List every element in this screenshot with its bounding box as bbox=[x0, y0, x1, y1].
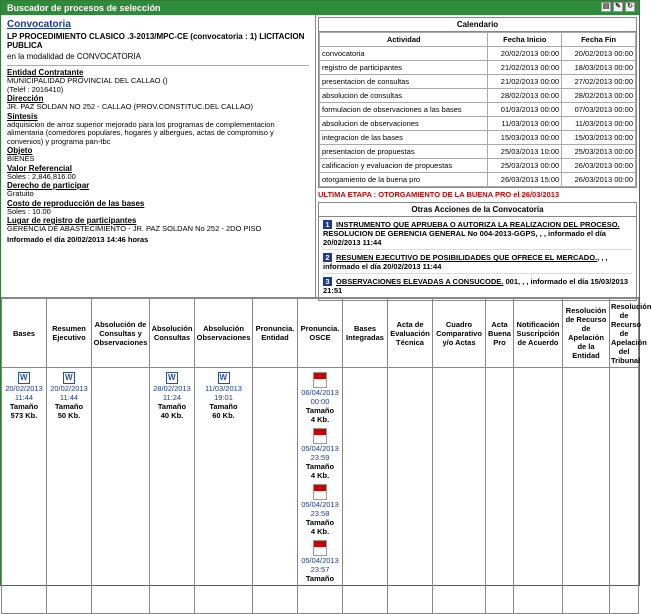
convocatoria-panel bbox=[1, 15, 316, 297]
col-acta-buena-pro: Acta Buena Pro bbox=[486, 299, 514, 368]
doc-size: 40 Kb. bbox=[160, 411, 184, 420]
doc-size: 4 Kb. bbox=[310, 527, 330, 536]
calendario-panel bbox=[318, 17, 637, 188]
lugar-label: Lugar de registro de participantes bbox=[7, 216, 137, 225]
tamano-label: Tamaño bbox=[157, 402, 187, 411]
doc-date-link[interactable]: 20/02/2013 11:44 bbox=[5, 384, 43, 402]
col-bases-integradas: Bases Integradas bbox=[343, 299, 388, 368]
bases-cell bbox=[2, 368, 47, 614]
col-abs-cons-obs: Absolución de Consultas y Observaciones bbox=[92, 299, 150, 368]
doc-date-link[interactable]: 28/02/2013 11:24 bbox=[153, 384, 191, 402]
col-actividad: Actividad bbox=[320, 33, 488, 47]
export-icon[interactable]: ▤ bbox=[602, 3, 610, 10]
calendario-table bbox=[319, 32, 636, 187]
res-tribunal-cell bbox=[610, 368, 639, 614]
otras-acciones-panel bbox=[318, 202, 637, 301]
table-row bbox=[320, 117, 636, 131]
col-pron-entidad: Pronuncia. Entidad bbox=[253, 299, 298, 368]
col-pron-osce: Pronuncia. OSCE bbox=[298, 299, 343, 368]
fecha-fin-cell: 15/03/2013 00:00 bbox=[562, 131, 636, 145]
accion-link[interactable]: RESUMEN EJECUTIVO DE POSIBILIDADES QUE OFRECE EL MERCADO. bbox=[336, 253, 598, 262]
pdf-icon[interactable] bbox=[313, 428, 327, 444]
abs-cons-obs-cell bbox=[92, 368, 150, 614]
ultima-etapa-text: ULTIMA ETAPA : OTORGAMIENTO DE LA BUENA PRO el 26/03/2013 bbox=[318, 190, 560, 199]
doc-size: 4 Kb. bbox=[310, 471, 330, 480]
divider bbox=[7, 65, 309, 66]
otras-acciones-title: Otras Acciones de la Convocatoria bbox=[319, 203, 636, 217]
resumen-cell bbox=[47, 368, 92, 614]
actividad-cell: calificacion y evaluacion de propuestas bbox=[320, 159, 488, 173]
table-row bbox=[320, 61, 636, 75]
pdf-icon[interactable] bbox=[313, 484, 327, 500]
col-res-tribunal: Resolución de Recurso de Apelación del Tribunal bbox=[610, 299, 639, 368]
col-res-entidad: Resolución de Recurso de Apelación de la Entidad bbox=[563, 299, 610, 368]
edit-icon[interactable]: ✎ bbox=[613, 2, 623, 12]
entidad-label: Entidad Contratante bbox=[7, 68, 84, 77]
fecha-fin-cell: 20/02/2013 00:00 bbox=[562, 47, 636, 61]
word-doc-icon[interactable] bbox=[63, 372, 75, 384]
fecha-inicio-cell: 20/02/2013 00:00 bbox=[488, 47, 562, 61]
pdf-icon[interactable] bbox=[313, 372, 327, 388]
convocatoria-title[interactable]: Convocatoria bbox=[7, 19, 71, 30]
derecho-value: Gratuito bbox=[7, 189, 34, 198]
item-number: 2 bbox=[323, 253, 332, 262]
valor-label: Valor Referencial bbox=[7, 163, 72, 173]
process-name: LP PROCEDIMIENTO CLASICO .3-2013/MPC-CE (convocatoria : 1) LICITACION PUBLICA bbox=[7, 32, 305, 50]
doc-size: 573 Kb. bbox=[10, 411, 38, 420]
lugar-value: GERENCIA DE ABASTECIMIENTO - JR. PAZ SOLDAN No 252 - 2DO PISO bbox=[7, 224, 262, 233]
window-title: Buscador de procesos de selección bbox=[7, 3, 161, 13]
accion-detail: , , , informado el día 20/02/2013 11:44 bbox=[323, 253, 608, 271]
tamano-label: Tamaño bbox=[54, 402, 84, 411]
fecha-fin-cell: 28/02/2013 00:00 bbox=[562, 89, 636, 103]
doc-date-link[interactable]: 05/04/2013 23:59 bbox=[301, 444, 339, 462]
actividad-cell: absolucion de observaciones bbox=[320, 117, 488, 131]
table-row bbox=[320, 173, 636, 187]
fecha-inicio-cell: 21/02/2013 00:00 bbox=[488, 61, 562, 75]
fecha-inicio-cell: 11/03/2013 00:00 bbox=[488, 117, 562, 131]
fecha-inicio-cell: 28/02/2013 00:00 bbox=[488, 89, 562, 103]
word-doc-icon[interactable] bbox=[18, 372, 30, 384]
fecha-fin-cell: 18/03/2013 00:00 bbox=[562, 61, 636, 75]
doc-date-link[interactable]: 11/03/2013 19:01 bbox=[205, 384, 242, 402]
direccion-value: JR. PAZ SOLDAN NO 252 - CALLAO (PROV.CONSTITUC.DEL CALLAO) bbox=[7, 102, 254, 111]
sintesis-value: adquisicion de arroz superior mejorado para los programas de complementacion alimentaria (comedores populares, hogares y albergues, actas de compromiso y convenios) y programa pan-tbc bbox=[7, 119, 275, 146]
table-row bbox=[320, 103, 636, 117]
fecha-inicio-cell: 21/02/2013 00:00 bbox=[488, 75, 562, 89]
tamano-label: Tamaño bbox=[305, 518, 335, 527]
col-fecha-fin: Fecha Fin bbox=[562, 33, 636, 47]
actividad-cell: otorgamiento de la buena pro bbox=[320, 173, 488, 187]
fecha-fin-cell: 26/03/2013 00:00 bbox=[562, 159, 636, 173]
actividad-cell: formulacion de observaciones a las bases bbox=[320, 103, 488, 117]
fecha-inicio-cell: 25/03/2013 10:00 bbox=[488, 145, 562, 159]
derecho-label: Derecho de participar bbox=[7, 181, 90, 190]
objeto-label: Objeto bbox=[7, 146, 33, 155]
abs-observ-cell bbox=[195, 368, 253, 614]
col-cuadro: Cuadro Comparativo y/o Actas bbox=[433, 299, 486, 368]
bases-integradas-cell bbox=[343, 368, 388, 614]
objeto-value: BIENES bbox=[7, 154, 35, 163]
fecha-fin-cell: 25/03/2013 00:00 bbox=[562, 145, 636, 159]
col-resumen: Resumen Ejecutivo bbox=[47, 299, 92, 368]
actividad-cell: presentacion de consultas bbox=[320, 75, 488, 89]
accion-link[interactable]: INSTRUMENTO QUE APRUEBA O AUTORIZA LA REALIZACION DEL PROCESO. bbox=[336, 220, 620, 229]
table-row bbox=[320, 145, 636, 159]
entidad-value: MUNICIPALIDAD PROVINCIAL DEL CALLAO () bbox=[7, 76, 168, 85]
pron-entidad-cell bbox=[253, 368, 298, 614]
accion-link[interactable]: OBSERVACIONES ELEVADAS A CONSUCODE. bbox=[336, 277, 504, 286]
direccion-label: Dirección bbox=[7, 94, 44, 103]
fecha-inicio-cell: 26/03/2013 15:00 bbox=[488, 173, 562, 187]
col-notificacion: Notificación Suscripción de Acuerdo bbox=[514, 299, 563, 368]
word-doc-icon[interactable] bbox=[166, 372, 178, 384]
item-number: 3 bbox=[323, 277, 332, 286]
doc-date-link[interactable]: 05/04/2013 23:57 bbox=[301, 556, 339, 574]
table-row bbox=[320, 75, 636, 89]
accion-detail: RESOLUCION DE GERENCIA GENERAL No 004-2013-GGPS, , , informado el día 20/02/2013 11:44 bbox=[323, 229, 606, 247]
fecha-inicio-cell: 25/03/2013 00:00 bbox=[488, 159, 562, 173]
fecha-fin-cell: 26/03/2013 00:00 bbox=[562, 173, 636, 187]
col-bases: Bases bbox=[2, 299, 47, 368]
col-abs-consultas: Absolución Consultas bbox=[150, 299, 195, 368]
actividad-cell: presentacion de propuestas bbox=[320, 145, 488, 159]
doc-date-link[interactable]: 20/02/2013 11:44 bbox=[50, 384, 88, 402]
fecha-fin-cell: 07/03/2013 00:00 bbox=[562, 103, 636, 117]
sintesis-label: Síntesis bbox=[7, 111, 38, 121]
actividad-cell: integracion de las bases bbox=[320, 131, 488, 145]
fecha-fin-cell: 27/02/2013 00:00 bbox=[562, 75, 636, 89]
col-fecha-inicio: Fecha Inicio bbox=[488, 33, 562, 47]
actividad-cell: convocatoria bbox=[320, 47, 488, 61]
pdf-icon[interactable] bbox=[313, 540, 327, 556]
doc-size: 60 Kb. bbox=[212, 411, 235, 420]
fecha-fin-cell: 11/03/2013 00:00 bbox=[562, 117, 636, 131]
table-row bbox=[320, 89, 636, 103]
doc-size: 50 Kb. bbox=[57, 411, 81, 420]
process-modality: en la modalidad de CONVOCATORIA bbox=[7, 52, 141, 61]
tamano-label: Tamaño bbox=[305, 462, 335, 471]
valor-value: Soles : 2,846,816.00 bbox=[7, 171, 76, 181]
cuadro-cell bbox=[433, 368, 486, 614]
actividad-cell: registro de participantes bbox=[320, 61, 488, 75]
costo-label: Costo de reproducción de las bases bbox=[7, 198, 145, 208]
table-row bbox=[2, 368, 639, 614]
accion-detail: 001, , , informado el día 15/03/2013 21:51 bbox=[323, 277, 629, 295]
col-abs-observ: Absolución Observaciones bbox=[195, 299, 253, 368]
table-row bbox=[320, 131, 636, 145]
word-doc-icon[interactable] bbox=[218, 372, 230, 384]
doc-date-link[interactable]: 05/04/2013 23:58 bbox=[301, 500, 339, 518]
table-row bbox=[320, 159, 636, 173]
tamano-label: Tamaño bbox=[9, 402, 39, 411]
actividad-cell: absolucion de consultas bbox=[320, 89, 488, 103]
list-item bbox=[323, 220, 632, 250]
window-titlebar bbox=[1, 1, 639, 15]
notificacion-cell bbox=[514, 368, 563, 614]
telefono-value: (Teléf : 2016410) bbox=[7, 84, 64, 94]
list-item bbox=[323, 277, 632, 297]
doc-date-link[interactable]: 06/04/2013 00:00 bbox=[301, 388, 339, 406]
col-acta-eval: Acta de Evaluación Técnica bbox=[388, 299, 433, 368]
informado-text: Informado el día 20/02/2013 14:46 horas bbox=[7, 234, 149, 244]
calendario-title: Calendario bbox=[319, 18, 636, 32]
list-item bbox=[323, 253, 632, 274]
pron-osce-cell bbox=[298, 368, 343, 614]
acta-eval-cell bbox=[388, 368, 433, 614]
costo-value: Soles : 10.00 bbox=[7, 206, 51, 216]
item-number: 1 bbox=[323, 220, 332, 229]
table-row bbox=[320, 47, 636, 61]
refresh-icon[interactable]: ↻ bbox=[625, 2, 635, 12]
fecha-inicio-cell: 01/03/2013 00:00 bbox=[488, 103, 562, 117]
res-entidad-cell bbox=[563, 368, 610, 614]
doc-size: 4 Kb. bbox=[310, 415, 330, 424]
documents-table bbox=[1, 298, 651, 614]
fecha-inicio-cell: 15/03/2013 00:00 bbox=[488, 131, 562, 145]
tamano-label: Tamaño bbox=[305, 574, 335, 583]
tamano-label: Tamaño bbox=[209, 402, 238, 411]
abs-consultas-cell bbox=[150, 368, 195, 614]
tamano-label: Tamaño bbox=[305, 406, 335, 415]
acta-buena-pro-cell bbox=[486, 368, 514, 614]
